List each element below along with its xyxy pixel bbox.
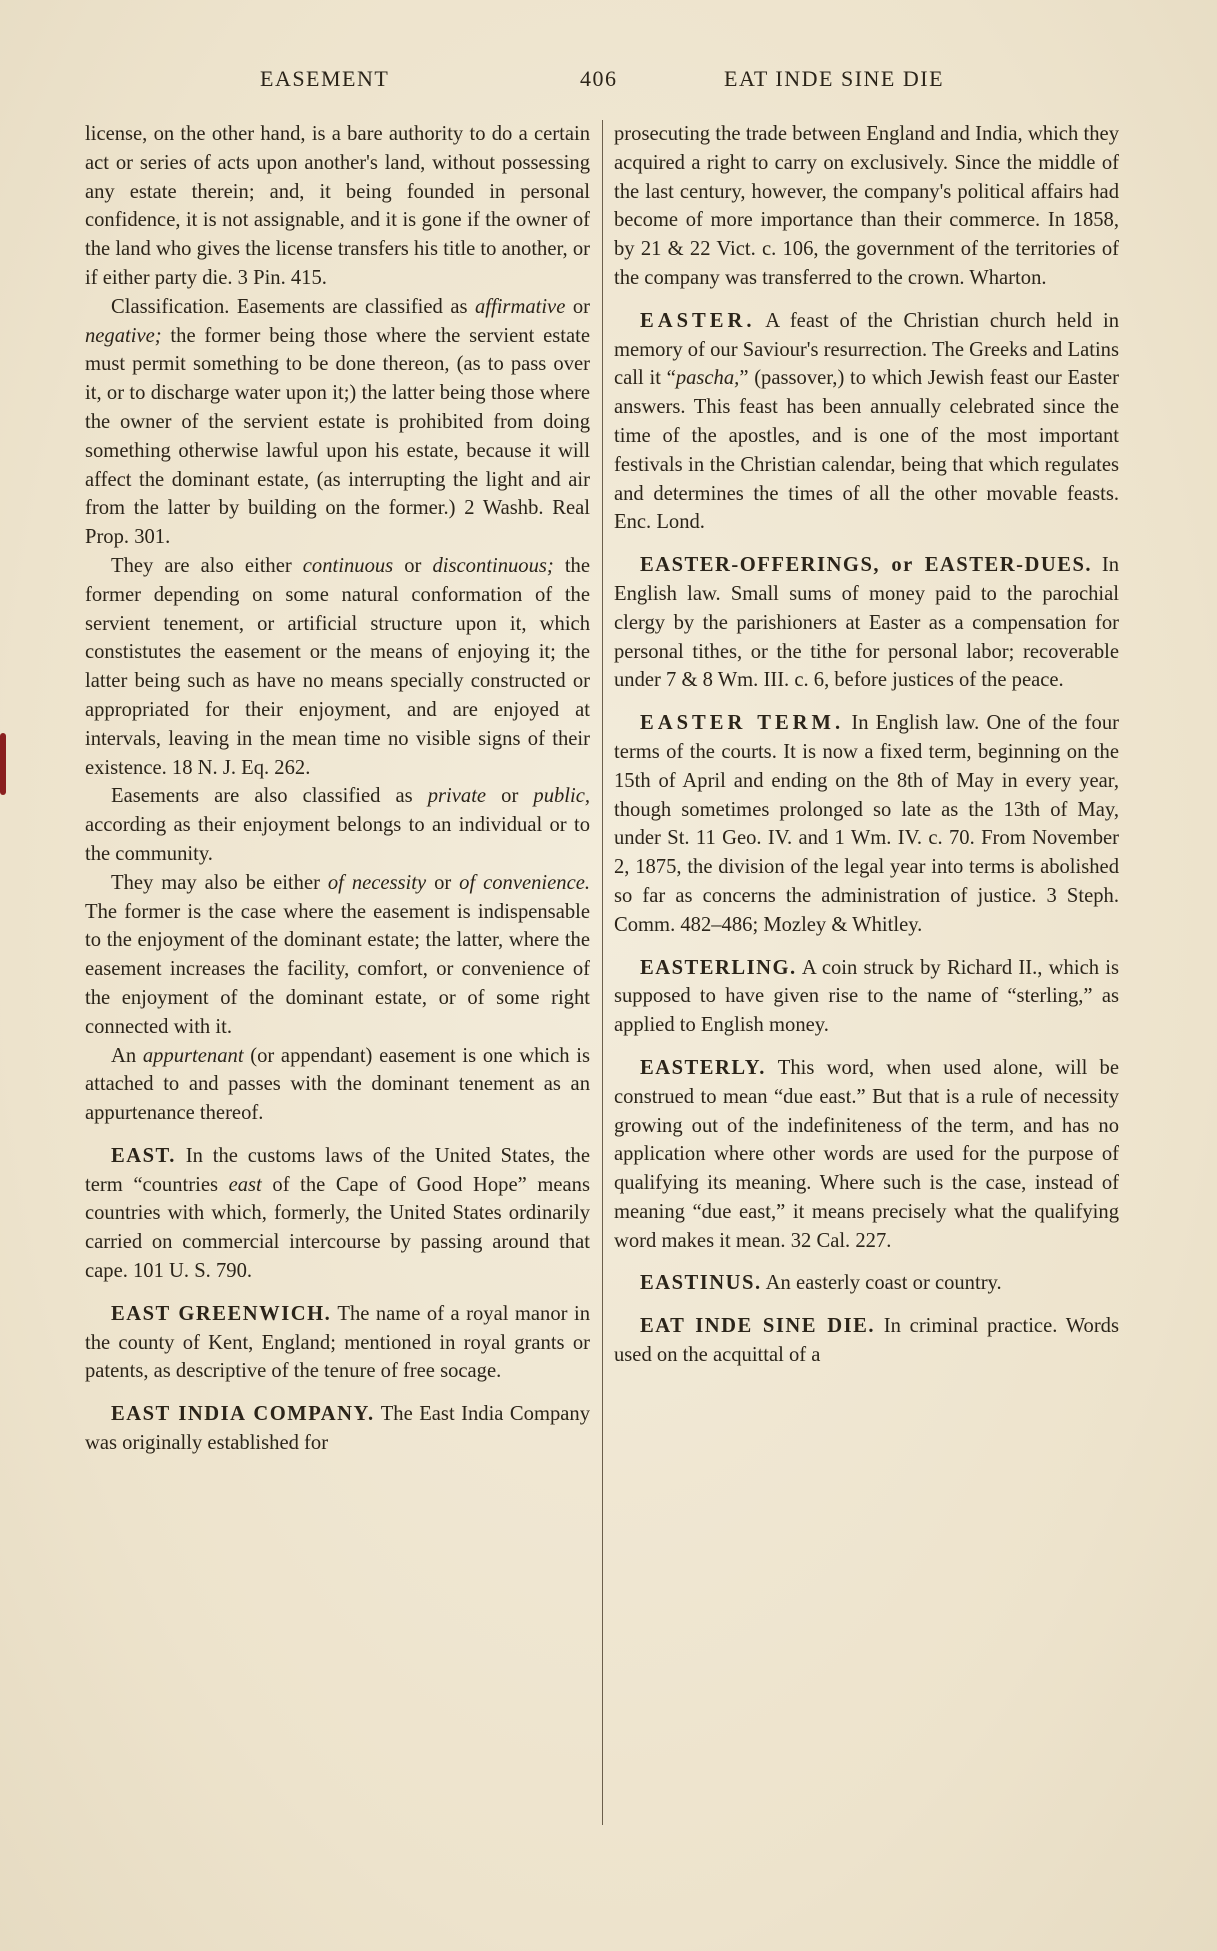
header-right-word: EAT INDE SINE DIE	[724, 66, 945, 91]
east-india-continuation: prosecuting the trade between England and India, which they acquired a right to carry on exclusively. Since the middle of the last century, however, the company's political affairs had become of more importance than their commerce. In 1858, by 21 & 22 Vict. c. 106, the government of the territories of the company was transferred to the crown. Wharton.	[614, 123, 1119, 289]
page-edge-mark	[0, 733, 6, 795]
continuous-paragraph: They are also either continuous or discontinuous; the former depending on some natural conformation of the servient tenement, or artificial structure upon it, which constistutes the easement or the means of enjoying it; the latter being such as have no means specially constructed or appropriated for their enjoyment, and are enjoyed at intervals, leaving in the mean time no visible signs of their existence. 18 N. J. Eq. 262.	[85, 554, 590, 779]
entry-east-india-company: EAST INDIA COMPANY. The East India Company was originally established for	[85, 1403, 590, 1455]
running-head	[0, 66, 1217, 96]
license-continuation: license, on the other hand, is a bare authority to do a certain act or series of acts upon another's land, without possessing any estate therein; and, it being founded in personal confidence, it is not assignable, and it is gone if the owner of the land who gives the license transfers his title to another, or if either party die. 3 Pin. 415.	[85, 123, 590, 289]
entry-eastinus: EASTINUS. An easterly coast or country.	[640, 1272, 1002, 1295]
entry-easter: EASTER. A feast of the Christian church held in memory of our Saviour's resurrection. The Greeks and Latins call it “pascha,” (passover,) to which Jewish feast our Easter answers. This feast has been annually celebrated since the time of the apostles, and is one of the most important festivals in the Christian calendar, being that which regulates and determines the times of all the other movable feasts. Enc. Lond.	[614, 309, 1119, 534]
left-column	[85, 120, 590, 1458]
headword-east-india-company: EAST INDIA COMPANY.	[111, 1403, 375, 1426]
headword-eat-inde-sine-die: EAT INDE SINE DIE.	[640, 1315, 876, 1338]
private-public-paragraph: Easements are also classified as private or public, according as their enjoyment belongs to an individual or to the community.	[85, 785, 591, 865]
right-column	[614, 120, 1119, 1370]
headword-east-greenwich: EAST GREENWICH.	[111, 1302, 332, 1325]
headword-easter-term: EASTER TERM.	[640, 712, 845, 735]
column-divider	[602, 120, 603, 1825]
headword-easter-offerings: EASTER-OFFERINGS, or EASTER-DUES.	[640, 554, 1093, 577]
necessity-paragraph: They may also be either of necessity or of convenience. The former is the case where the easement is indispensable to the enjoyment of the dominant estate; the latter, where the easement increases the facility, comfort, or convenience of the enjoyment of the dominant estate, or of some right connected with it.	[85, 871, 590, 1038]
entry-eat-inde-sine-die: EAT INDE SINE DIE. In criminal practice. Words used on the acquittal of a	[614, 1315, 1119, 1367]
entry-easterly: EASTERLY. This word, when used alone, will be construed to mean “due east.” But that is a rule of necessity growing out of the indefiniteness of the term, and has no application where other words are used for the purpose of qualifying its meaning. Where such is the case, instead of meaning “due east,” it means precisely what the qualifying word makes it mean. 32 Cal. 227.	[614, 1056, 1119, 1252]
entry-easter-term: EASTER TERM. In English law. One of the four terms of the courts. It is now a fixed term, beginning on the 15th of April and ending on the 8th of May in every year, though sometimes prolonged so late as the 13th of May, under St. 11 Geo. IV. and 1 Wm. IV. c. 70. From November 2, 1875, the division of the legal year into terms is abolished so far as concerns the administration of justice. 3 Steph. Comm. 482–486; Mozley & Whitley.	[614, 712, 1119, 936]
entry-east-greenwich: EAST GREENWICH. The name of a royal manor in the county of Kent, England; mentioned in royal grants or patents, as descriptive of the tenure of free socage.	[85, 1302, 590, 1383]
headword-east: EAST.	[111, 1144, 176, 1167]
headword-easterly: EASTERLY.	[640, 1056, 766, 1079]
headword-easter: EASTER.	[640, 309, 756, 332]
entry-easterling: EASTERLING. A coin struck by Richard II., which is supposed to have given rise to the name of “sterling,” as applied to English money.	[614, 956, 1119, 1037]
classification-paragraph: Classification. Easements are classified as affirmative or negative; the former being those where the servient estate must permit something to be done thereon, (as to pass over it, or to discharge water upon it;) the latter being those where the owner of the servient estate is prohibited from doing something otherwise lawful upon his estate, because it will affect the dominant estate, (as interrupting the light and air from the latter by building on the former.) 2 Washb. Real Prop. 301.	[85, 295, 590, 549]
headword-eastinus: EASTINUS.	[640, 1272, 762, 1295]
header-left-word: EASEMENT	[260, 66, 390, 91]
appurtenant-paragraph: An appurtenant (or appendant) easement is one which is attached to and passes with the dominant tenement as an appurtenance thereof.	[85, 1044, 590, 1125]
headword-easterling: EASTERLING.	[640, 956, 797, 979]
entry-east: EAST. In the customs laws of the United States, the term “countries east of the Cape of Good Hope” means countries with which, formerly, the United States ordinarily carried on commercial intercourse by passing around that cape. 101 U. S. 790.	[85, 1144, 590, 1283]
page-number: 406	[580, 66, 618, 91]
entry-easter-offerings: EASTER-OFFERINGS, or EASTER-DUES. In English law. Small sums of money paid to the parochial clergy by the parishioners at Easter as a compensation for personal tithes, or the tithe for personal labor; recoverable under 7 & 8 Wm. III. c. 6, before justices of the peace.	[614, 554, 1119, 692]
